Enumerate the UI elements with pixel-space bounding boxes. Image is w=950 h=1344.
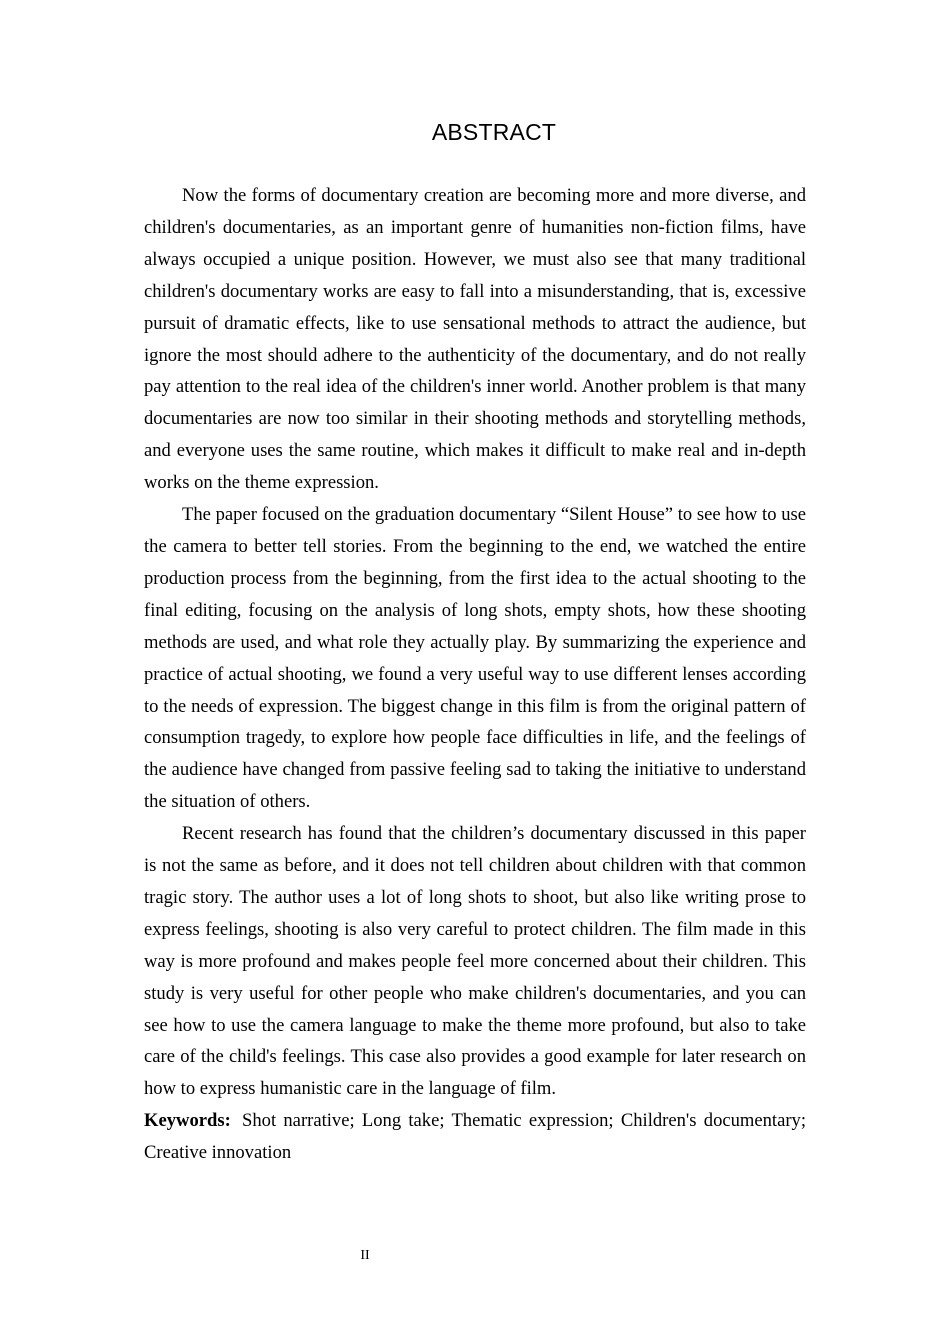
keywords-text: Shot narrative; Long take; Thematic expression; Children's documentary; Creative innovation bbox=[144, 1110, 806, 1164]
abstract-body bbox=[144, 180, 806, 1169]
abstract-paragraph-3: Recent research has found that the children’s documentary discussed in this paper is not the same as before, and it does not tell children about children with that common tragic story. The author uses a lot of long shots to shoot, but also like writing prose to express feelings, shooting is also very careful to protect children. The film made in this way is more profound and makes people feel more concerned about their children. This study is very useful for other people who make children's documentaries, and you can see how to use the camera language to make the theme more profound, but also to take care of the child's feelings. This case also provides a good example for later research on how to express humanistic care in the language of film. bbox=[144, 823, 806, 1100]
abstract-paragraph-2: The paper focused on the graduation documentary “Silent House” to see how to use the camera to better tell stories. From the beginning to the end, we watched the entire production process from the beginning, from the first idea to the actual shooting to the final editing, focusing on the analysis of long shots, empty shots, how these shooting methods are used, and what role they actually play. By summarizing the experience and practice of actual shooting, we found a very useful way to use different lenses according to the needs of expression. The biggest change in this film is from the original pattern of consumption tragedy, to explore how people face difficulties in life, and the feelings of the audience have changed from passive feeling sad to taking the initiative to understand the situation of others. bbox=[144, 504, 806, 813]
keywords-label: Keywords: bbox=[144, 1110, 231, 1132]
page-number: II bbox=[360, 1248, 370, 1263]
keywords-line bbox=[144, 1105, 806, 1169]
abstract-paragraph-1: Now the forms of documentary creation are becoming more and more diverse, and children's documentaries, as an important genre of humanities non-fiction films, have always occupied a unique position. However, we must also see that many traditional children's documentary works are easy to fall into a misunderstanding, that is, excessive pursuit of dramatic effects, like to use sensational methods to attract the audience, but ignore the most should adhere to the authenticity of the documentary, and do not really pay attention to the real idea of the children's inner world. Another problem is that many documentaries are now too similar in their shooting methods and storytelling methods, and everyone uses the same routine, which makes it difficult to make real and in-depth works on the theme expression. bbox=[144, 185, 806, 494]
abstract-title: ABSTRACT bbox=[431, 119, 557, 145]
